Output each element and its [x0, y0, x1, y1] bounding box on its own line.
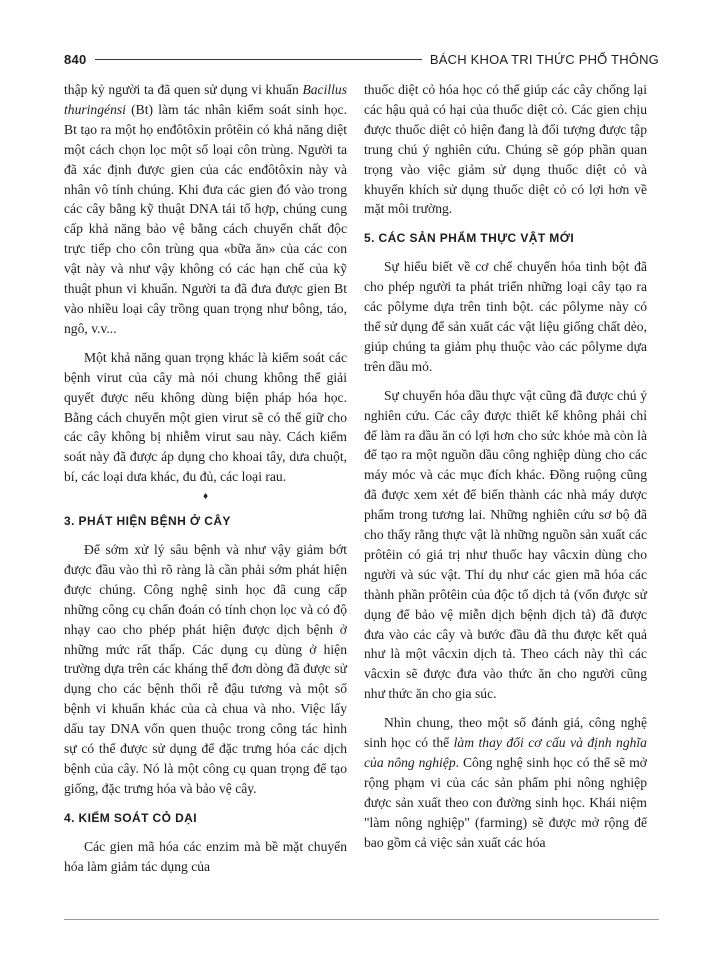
- section-heading-3: 3. PHÁT HIỆN BỆNH Ở CÂY: [64, 514, 231, 529]
- species-name: Bacillus thuringénsi: [64, 82, 347, 117]
- paragraph: Để sớm xử lý sâu bệnh và như vậy giảm bớt được đầu vào thì rõ ràng là cần phải sớm phát hiện được chúng. Công nghệ sinh học đã cung cấp những công cụ chẩn đoán có tính chọn lọc và có độ nhạy cao cho phép phát hiện được dịch bệnh ở những mức rất thấp. Các dụng cụ dùng ở hiện trường dựa trên các kháng thể đơn dòng đã được sử dụng cho các bệnh thối rễ đậu tương và một số bệnh vi khuẩn khác của cà chua và nho. Việc lấy dấu tay DNA vốn quen thuộc trong công tác hình sự có thể được sử dụng để đặc trưng hóa các dịch bệnh của cây. Nó là một công cụ quan trọng để tạo giống, đặc trưng hóa và bảo vệ cây.: [64, 542, 347, 796]
- section-heading-5: 5. CÁC SẢN PHẨM THỰC VẬT MỚI: [364, 231, 575, 246]
- page-number: 840: [64, 51, 87, 67]
- right-column: [364, 80, 647, 862]
- paragraph: [364, 713, 647, 852]
- left-column: [64, 80, 347, 886]
- diamond-dingbat-icon: ♦: [202, 491, 209, 503]
- header-rule: [95, 59, 422, 60]
- paragraph: Một khả năng quan trọng khác là kiểm soát các bệnh virut của cây mà nói chung không thể giải quyết được nếu không dùng biện pháp hóa học. Bằng cách chuyển một gien virut sẽ có thể giữ cho các cây không bị nhiễm virut sau này. Cách kiểm soát này đã được áp dụng cho khoai tây, dưa chuột, bí, các loại dưa khác, đu đủ, các loại rau.: [64, 349, 347, 485]
- paragraph-text: thập kỷ người ta đã quen sử dụng vi khuẩn: [64, 82, 299, 97]
- paragraph: thuốc diệt cỏ hóa học có thể giúp các cây chống lại các hậu quả có hại của thuốc diệt cỏ. Các gien chịu được thuốc diệt cỏ hiện đang là đối tượng được tập trung chú ý nghiên cứu. Chúng sẽ góp phần quan trọng vào việc giảm sử dụng thuốc diệt cỏ và khuyến khích sử dụng thuốc diệt cỏ có lợi hơn về mặt môi trường.: [364, 82, 647, 217]
- paragraph-text: (Bt) làm tác nhân kiểm soát sinh học. Bt tạo ra một họ enđôtôxin prôtêin có khả năng diệt một cách chọn lọc một số loại côn trùng. Người ta đã xác định được gien của các enđôtôxin này và nhân vô tính chúng. Khi đưa các gien đó vào trong các cây bằng kỹ thuật DNA tái tổ hợp, chúng cung cấp khả năng bảo vệ bằng cách chuyển chất độc trực tiếp cho côn trùng qua «bữa ăn» của các con vật này và như vậy không có các hạn chế của kỹ thuật phun vi khuẩn. Người ta đã đưa được gien Bt vào nhiều loại cây trồng quan trọng như bông, táo, ngô, v.v...: [64, 101, 347, 336]
- paragraph-text: . Công nghệ sinh học có thể sẽ mở rộng phạm vi của các sản phẩm phi nông nghiệp được sản xuất theo con đường sinh học. Khái niệm "làm nông nghiệp" (farming) sẽ được mở rộng để bao gồm cả việc sản xuất các hóa: [364, 755, 647, 850]
- page-header: [64, 50, 659, 68]
- running-title: BÁCH KHOA TRI THỨC PHỔ THÔNG: [429, 51, 659, 67]
- emphasis-text: làm thay đổi cơ cấu và định nghĩa của nông nghiệp: [364, 735, 647, 770]
- paragraph-text: Nhìn chung, theo một số đánh giá, công nghệ sinh học có thể: [364, 715, 647, 751]
- paragraph: Các gien mã hóa các enzim mà bề mặt chuyển hóa làm giảm tác dụng của: [64, 838, 347, 874]
- paragraph: [64, 80, 347, 339]
- paragraph: Sự hiểu biết về cơ chế chuyển hóa tinh bột đã cho phép người ta phát triển những loại cây tạo ra các pôlyme dựa trên tinh bột. các pôlyme này có thể sử dụng để sản xuất các vật liệu giống chất dẻo, giúp chúng ta giảm phụ thuộc vào các pôlyme dựa trên dầu mỏ.: [364, 259, 647, 374]
- page-bottom-edge: [64, 919, 659, 920]
- section-heading-4: 4. KIỂM SOÁT CỎ DẠI: [64, 810, 197, 825]
- paragraph: Sự chuyển hóa dầu thực vật cũng đã được chú ý nghiên cứu. Các cây được thiết kế không phải chỉ để làm ra dầu ăn có lợi hơn cho sức khỏe mà còn là để tạo ra một nguồn dầu công nghiệp dùng cho các máy móc và các mục đích khác. Đồng ruộng cũng đã được xem xét để biến thành các nhà máy dược phẩm trong tương lai. Những nghiên cứu sơ bộ đã cho thấy rằng thực vật là những nguồn sản xuất các prôtêin có giá trị như thuốc hay vâcxin dùng cho người và súc vật. Thí dụ như các gien mã hóa các thành phần prôtêin của độc tố dịch tả (vốn được sử dụng để bảo vệ miễn dịch bệnh dịch tả) đã được đưa vào các cây và bước đầu đã thu được kết quả như là một vâcxin dịch tả. Theo cách này thì các vâcxin sẽ được đưa vào thức ăn cho người cũng như thức ăn cho gia súc.: [364, 387, 647, 702]
